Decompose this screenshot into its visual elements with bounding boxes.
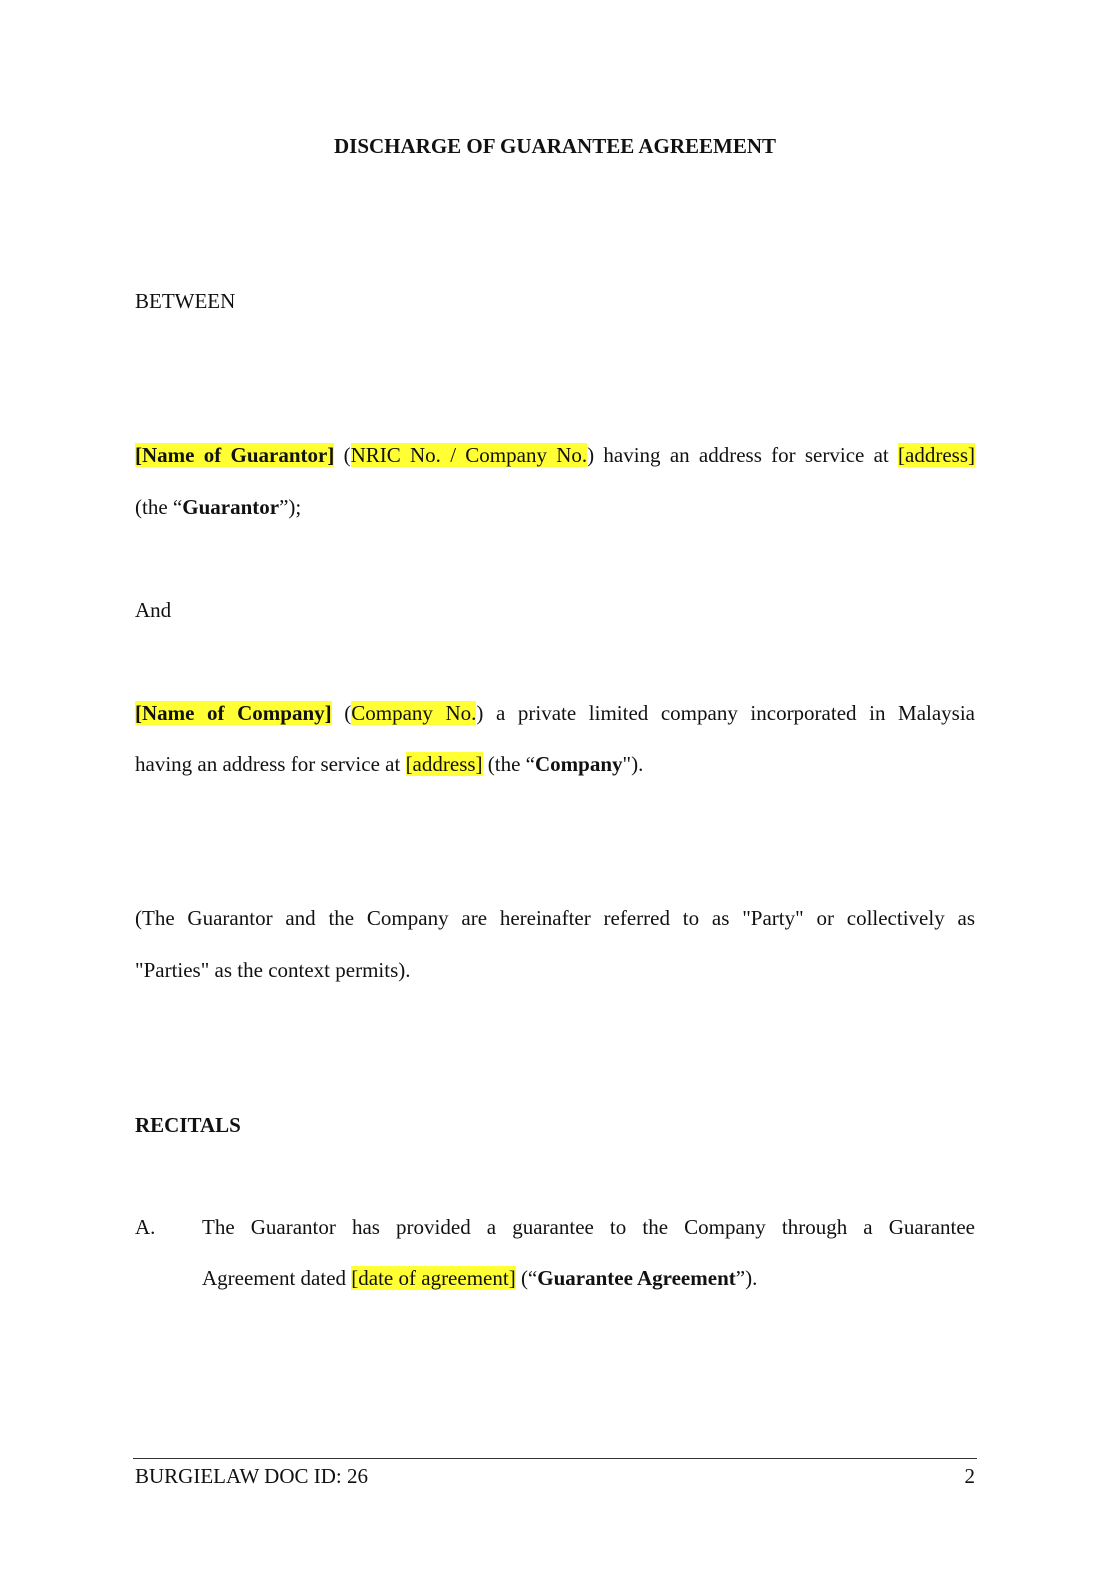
guarantor-open-paren: ( xyxy=(334,443,351,467)
company-line2-mid: (the “ xyxy=(482,752,536,776)
between-label: BETWEEN xyxy=(135,289,236,313)
document-title: DISCHARGE OF GUARANTEE AGREEMENT xyxy=(333,134,777,158)
company-line2-suffix: "). xyxy=(622,752,644,776)
recital-a-line2 xyxy=(202,1264,975,1292)
guarantee-agreement-defined-term: Guarantee Agreement xyxy=(537,1266,736,1290)
company-clause-line1 xyxy=(135,699,975,727)
company-address-placeholder: [address] xyxy=(405,752,483,776)
recital-a-label: A. xyxy=(135,1215,156,1239)
guarantor-clause-line1 xyxy=(135,441,975,469)
recital-a-line1: The Guarantor has provided a guarantee to the Company through a Guarantee xyxy=(202,1215,975,1239)
company-defined-term: Company xyxy=(535,752,623,776)
company-open-paren: ( xyxy=(331,701,352,725)
recital-a-line2-mid: (“ xyxy=(515,1266,538,1290)
recitals-heading: RECITALS xyxy=(135,1113,241,1137)
guarantor-id-placeholder: NRIC No. / Company No. xyxy=(350,443,588,467)
and-label: And xyxy=(135,598,172,622)
guarantor-name-placeholder: [Name of Guarantor] xyxy=(135,443,335,467)
company-line2-prefix: having an address for service at xyxy=(135,752,406,776)
guarantor-mid-text: ) having an address for service at xyxy=(587,443,899,467)
footer-doc-id: BURGIELAW DOC ID: 26 xyxy=(135,1464,368,1488)
company-mid-text: ) a private limited company incorporated in Malaysia xyxy=(476,701,976,725)
recital-a-line2-suffix: ”). xyxy=(735,1266,758,1290)
agreement-date-placeholder: [date of agreement] xyxy=(351,1266,516,1290)
parties-clause-line1: (The Guarantor and the Company are hereinafter referred to as "Party" or collectively as xyxy=(135,906,975,930)
company-id-placeholder: Company No. xyxy=(351,701,477,725)
recital-a-line2-prefix: Agreement dated xyxy=(202,1266,352,1290)
company-clause-line2 xyxy=(135,750,975,778)
parties-clause-line2: "Parties" as the context permits). xyxy=(135,958,411,982)
footer-page-number: 2 xyxy=(964,1464,975,1488)
footer-divider xyxy=(133,1458,977,1459)
guarantor-defined-term: Guarantor xyxy=(182,495,280,519)
guarantor-address-placeholder: [address] xyxy=(898,443,975,467)
guarantor-line2-suffix: ”); xyxy=(279,495,302,519)
company-name-placeholder: [Name of Company] xyxy=(135,701,332,725)
guarantor-line2-prefix: (the “ xyxy=(135,495,183,519)
guarantor-clause-line2 xyxy=(135,493,975,521)
